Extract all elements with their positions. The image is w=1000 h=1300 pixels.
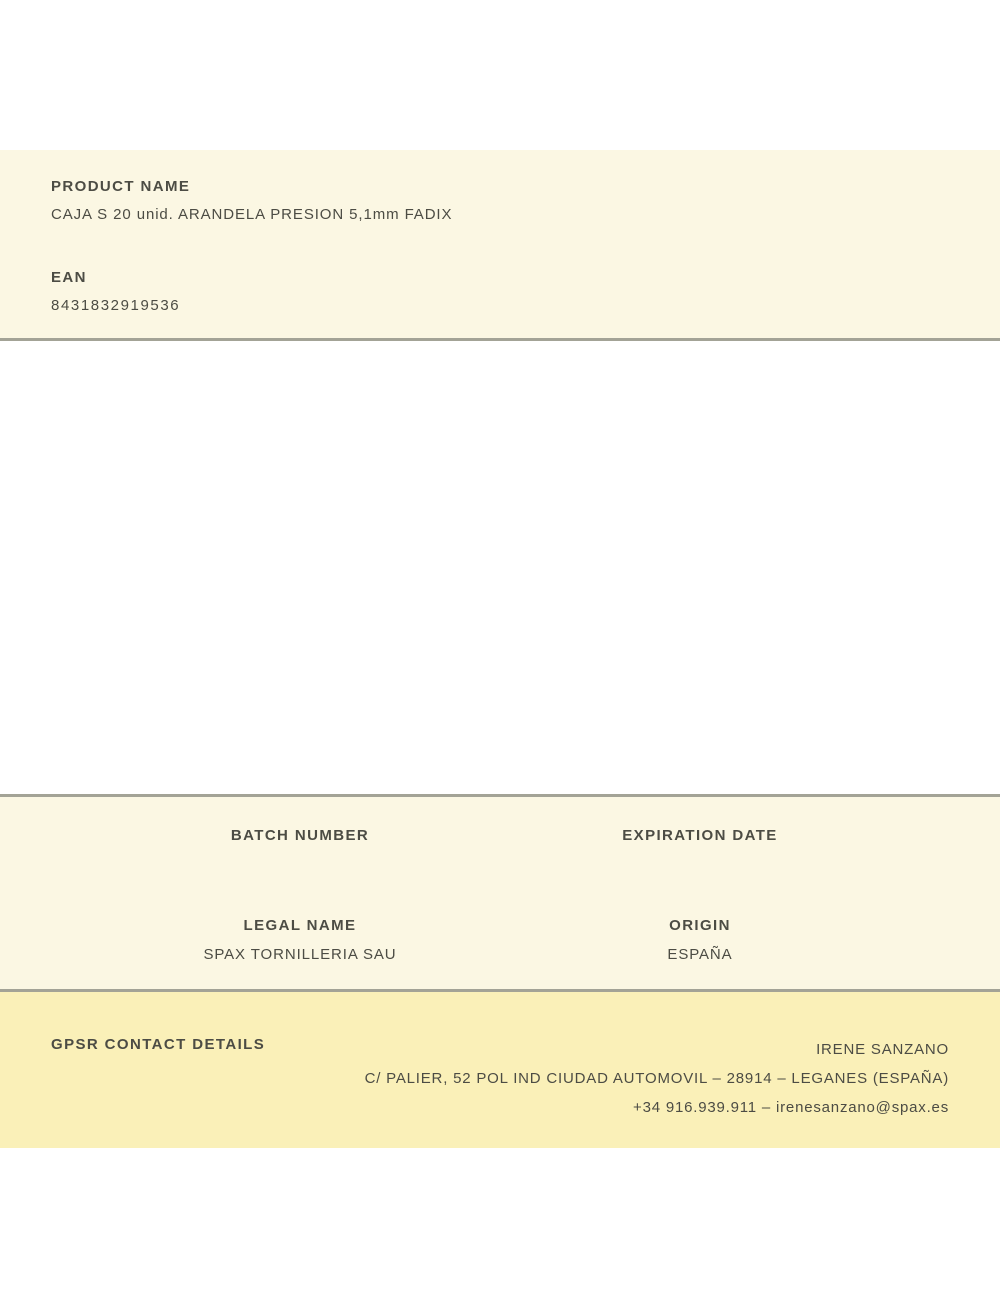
origin-label: ORIGIN bbox=[669, 917, 731, 934]
gpsr-contact-panel bbox=[0, 989, 1000, 1148]
contact-phone-email: +34 916.939.911 – irenesanzano@spax.es bbox=[633, 1099, 949, 1116]
batch-number-label: BATCH NUMBER bbox=[230, 827, 370, 844]
legal-origin-value-row bbox=[100, 945, 900, 964]
middle-whitespace bbox=[0, 341, 1000, 794]
expiration-date-label: EXPIRATION DATE bbox=[622, 827, 778, 844]
gpsr-contact-details-label: GPSR CONTACT DETAILS bbox=[51, 1036, 266, 1053]
legal-origin-label-row bbox=[100, 916, 900, 935]
ean-value: 8431832919536 bbox=[51, 297, 181, 314]
top-whitespace bbox=[0, 0, 1000, 150]
contact-address: C/ PALIER, 52 POL IND CIUDAD AUTOMOVIL – 28914 – LEGANES (ESPAÑA) bbox=[364, 1070, 949, 1087]
origin-value: ESPAÑA bbox=[667, 946, 733, 963]
batch-details-panel bbox=[0, 794, 1000, 989]
legal-name-value: SPAX TORNILLERIA SAU bbox=[203, 946, 397, 963]
product-name-value: CAJA S 20 unid. ARANDELA PRESION 5,1mm FADIX bbox=[51, 206, 453, 223]
contact-name: IRENE SANZANO bbox=[816, 1041, 949, 1058]
batch-expiration-row bbox=[100, 826, 900, 845]
gpsr-contact-block bbox=[265, 1035, 949, 1148]
legal-name-label: LEGAL NAME bbox=[243, 917, 357, 934]
product-name-label: PRODUCT NAME bbox=[51, 178, 191, 195]
ean-label: EAN bbox=[51, 269, 87, 286]
product-info-panel bbox=[0, 150, 1000, 341]
